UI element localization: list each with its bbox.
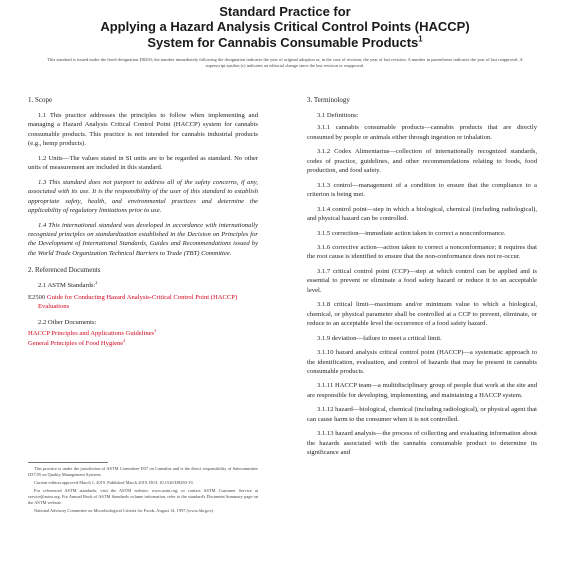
section-heading-referenced-documents: 2. Referenced Documents (28, 266, 101, 275)
definition-3-1-5: 3.1.5 correction—immediate action taken to correct a nonconformance. (317, 229, 506, 237)
section-heading-terminology: 3. Terminology (307, 96, 350, 104)
footnote-3: National Advisory Committee on Microbiological Criteria for Foods, August 14, 1997 (www.fda.gov). (34, 508, 215, 513)
reference-food-hygiene[interactable] (28, 339, 258, 348)
reference-e2500[interactable] (28, 293, 258, 312)
title-line-1: Applying a Hazard Analysis Critical Control Points (HACCP) (100, 19, 470, 34)
footnote-1-edition: Current edition approved March 1, 2019. Published March 2019. DOI: 10.1520/D8250-19. (34, 480, 194, 485)
right-column (307, 96, 537, 570)
reference-haccp-link[interactable]: HACCP Principles and Applications Guidelines (28, 330, 155, 338)
definition-3-1-7: 3.1.7 critical control point (CCP)—step at which control can be applied and is essential to prevent or eliminate a food safety hazard or reduce it to an acceptable level. (307, 267, 537, 294)
definition-3-1-9: 3.1.9 deviation—failure to meet a critical limit. (317, 334, 442, 342)
title-footnote-marker: 1 (418, 34, 423, 44)
definition-3-1-13: 3.1.13 hazard analysis—the process of collecting and evaluating information about the hazards associated with the cannabis consumable product to determine its significance and (307, 430, 537, 457)
paragraph-2-1-text: 2.1 ASTM Standards: (38, 282, 96, 290)
definition-3-1-4: 3.1.4 control point—step in which a biological, chemical (including radiological), and physical hazard can be controlled. (307, 205, 537, 223)
definition-3-1-1: 3.1.1 cannabis consumable products—cannabis products that are directly consumed by people or animals either through ingestion or inhalation. (307, 124, 537, 141)
reference-haccp-guidelines[interactable] (28, 329, 258, 338)
footnote-marker-2: 2 (95, 280, 98, 286)
footnote-1: This practice is under the jurisdiction of ASTM Committee D37 on Cannabis and is the direct responsibility of Subcommittee D37.05 on Quality Management Systems. (28, 466, 258, 477)
title-line-2-text: System for Cannabis Consumable Products (147, 35, 419, 50)
definition-3-1-11: 3.1.11 HACCP team—a multidisciplinary group of people that work at the site and are responsible for developing, implementing, and maintaining a HACCP system. (307, 382, 537, 399)
paragraph-1-1: 1.1 This practice addresses the principles to follow when implementing and managing a Hazard Analysis Critical Control Point (HACCP) system for cannabis consumable products. This practice is not intended for cannabis industrial products (e.g., hemp products). (28, 112, 258, 148)
footnote-divider (28, 462, 108, 463)
footnotes (28, 466, 258, 516)
reference-e2500-code: E2500 (28, 293, 46, 301)
designation-notice: This standard is issued under the fixed designation D8250; the number immediately following the designation indicates the year of original adoption or, in the case of revision, the year of last revision. A number in parentheses indicates the year of last reapproval. A superscript epsilon (ε) indicates an editorial change since the last revision or reapproval. (47, 57, 523, 68)
definition-3-1-12: 3.1.12 hazard—biological, chemical (including radiological), or physical agent that can cause harm to the consumer when it is not controlled. (307, 406, 537, 423)
paragraph-1-3: 1.3 This standard does not purport to address all of the safety concerns, if any, associated with its use. It is the responsibility of the user of this standard to establish appropriate safety, health, and environmental practices and determine the applicability of regulatory limitations prior to use. (28, 178, 258, 215)
title-top-line: Standard Practice for (219, 4, 351, 19)
reference-food-hygiene-link[interactable]: General Principles of Food Hygiene (28, 339, 124, 347)
definition-3-1-10: 3.1.10 hazard analysis critical control point (HACCP)—a systematic approach to the identification, evaluation, and control of hazards that may be present in cannabis consumable products. (307, 349, 537, 375)
definition-3-1-3: 3.1.3 control—management of a condition to ensure that the compliance to a criterion is being met. (307, 181, 537, 199)
paragraph-2-2: 2.2 Other Documents: (38, 318, 97, 326)
paragraph-2-1 (28, 281, 258, 290)
paragraph-1-2: 1.2 Units—The values stated in SI units are to be regarded as standard. No other units of measurement are included in this standard. (28, 154, 258, 172)
definition-3-1-2: 3.1.2 Codex Alimentarius—collection of internationally recognized standards, codes of practice, guidelines, and other recommendations relating to foods, food production, and food safety. (307, 148, 537, 175)
paragraph-3-1: 3.1 Definitions: (317, 112, 359, 119)
footnote-marker-3: 3 (154, 327, 157, 333)
paragraph-1-4: 1.4 This international standard was developed in accordance with internationally recognized principles on standardization established in the Decision on Principles for the Development of International Standards, Guides and Recommendations issued by the World Trade Organization Technical Barriers to Trade (TBT) Committee. (28, 221, 258, 257)
definition-3-1-8: 3.1.8 critical limit—maximum and/or minimum value to which a biological, chemical, or physical parameter shall be controlled at a CCP to prevent, eliminate, or reduce to an acceptable level the occurrence of a food safety hazard. (307, 301, 537, 328)
title-line-2 (0, 35, 570, 50)
reference-e2500-link[interactable]: Guide for Conducting Hazard Analysis-Critical Control Point (HACCP) Evaluations (38, 293, 238, 311)
footnote-marker-4: 4 (123, 337, 126, 343)
footnote-2: For referenced ASTM standards, visit the ASTM website, www.astm.org, or contact ASTM Customer Service at service@astm.org. For Annual Book of ASTM Standards volume information, refer to the standard's Document Summary page on the ASTM website. (28, 488, 258, 505)
definition-3-1-6: 3.1.6 corrective action—action taken to correct a nonconformance; it requires that the root cause is identified to ensure that the non-conformance does not re-occur. (307, 243, 537, 261)
section-heading-scope: 1. Scope (28, 96, 53, 104)
